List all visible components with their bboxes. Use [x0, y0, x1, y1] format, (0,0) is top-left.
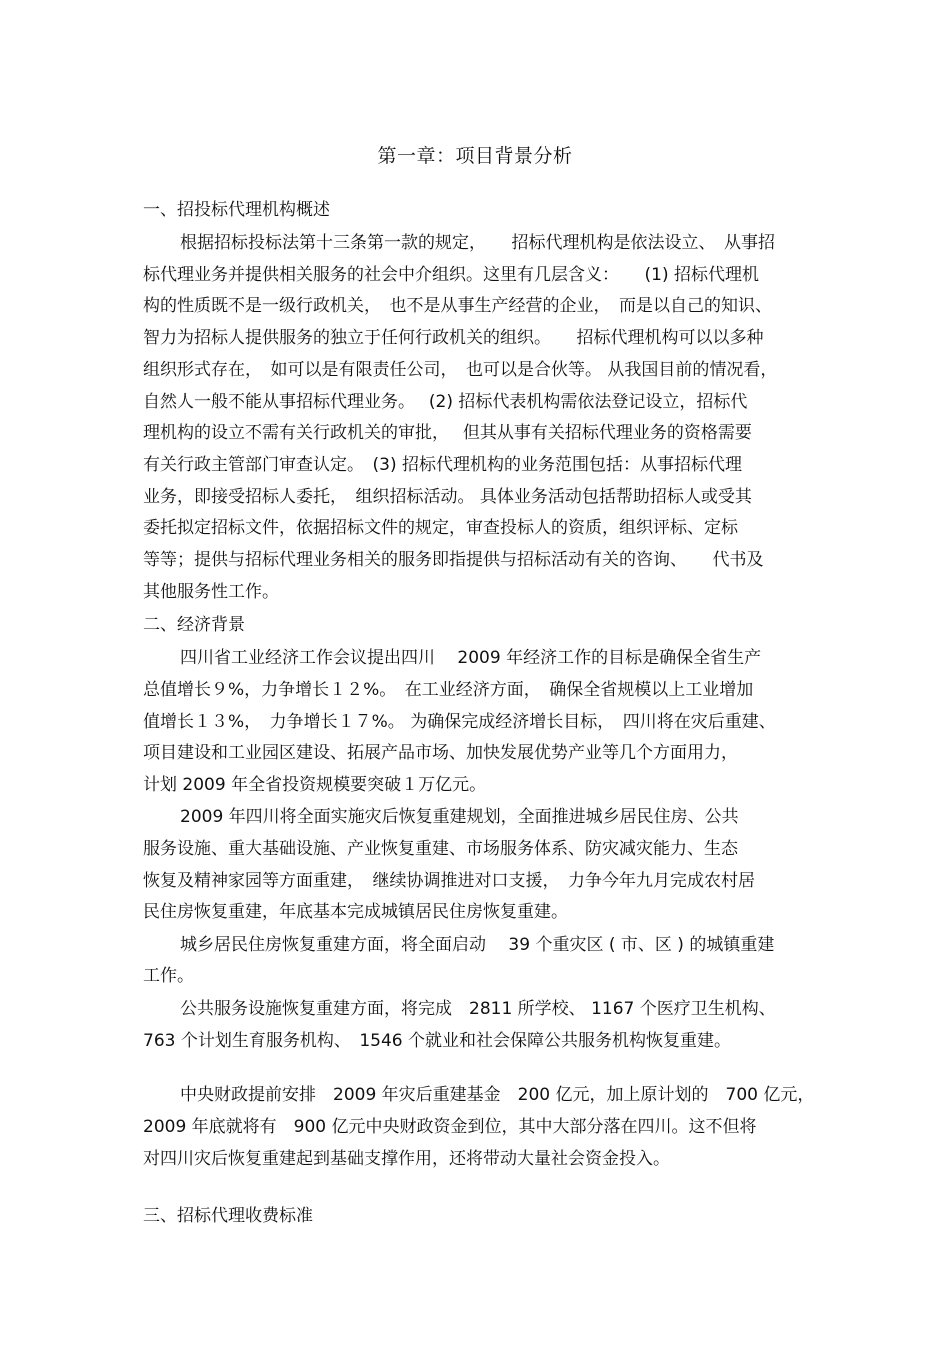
section-heading-economic-background: 二、经济背景	[143, 615, 245, 635]
paragraph-line: 计划 2009 年全省投资规模要突破１万亿元。	[143, 775, 487, 795]
paragraph-line: 标代理业务并提供相关服务的社会中介组织。这里有几层含义： (1) 招标代理机	[143, 265, 759, 285]
paragraph-line: 总值增长９%，力争增长１２%。 在工业经济方面， 确保全省规模以上工业增加	[143, 680, 754, 700]
paragraph-line: 中央财政提前安排 2009 年灾后重建基金 200 亿元，加上原计划的 700 亿元，	[180, 1085, 815, 1105]
paragraph-line: 服务设施、重大基础设施、产业恢复重建、市场服务体系、防灾减灾能力、生态	[143, 839, 738, 859]
chapter-title: 第一章：项目背景分析	[377, 145, 573, 167]
paragraph-line: 值增长１３%， 力争增长１７%。 为确保完成经济增长目标， 四川将在灾后重建、	[143, 712, 776, 732]
paragraph-line: 其他服务性工作。	[143, 582, 279, 602]
paragraph-line: 2009 年四川将全面实施灾后恢复重建规划，全面推进城乡居民住房、公共	[180, 807, 739, 827]
paragraph-line: 项目建设和工业园区建设、拓展产品市场、加快发展优势产业等几个方面用力，	[143, 743, 738, 763]
paragraph-line: 2009 年底就将有 900 亿元中央财政资金到位，其中大部分落在四川。这不但将	[143, 1117, 757, 1137]
paragraph-line: 工作。	[143, 966, 194, 986]
paragraph-line: 理机构的设立不需有关行政机关的审批， 但其从事有关招标代理业务的资格需要	[143, 423, 752, 443]
paragraph-line: 恢复及精神家园等方面重建， 继续协调推进对口支援， 力争今年九月完成农村居	[143, 871, 755, 891]
paragraph-line: 组织形式存在， 如可以是有限责任公司， 也可以是合伙等。 从我国目前的情况看，	[143, 360, 778, 380]
paragraph-line: 城乡居民住房恢复重建方面，将全面启动 39 个重灾区 ( 市、区 ) 的城镇重建	[180, 935, 775, 955]
paragraph-line: 763 个计划生育服务机构、 1546 个就业和社会保障公共服务机构恢复重建。	[143, 1031, 732, 1051]
paragraph-line: 智力为招标人提供服务的独立于任何行政机关的组织。 招标代理机构可以以多种	[143, 328, 764, 348]
paragraph-line: 根据招标投标法第十三条第一款的规定， 招标代理机构是依法设立、 从事招	[180, 233, 775, 253]
section-heading-fee-standard: 三、招标代理收费标准	[143, 1206, 313, 1226]
paragraph-line: 业务，即接受招标人委托， 组织招标活动。 具体业务活动包括帮助招标人或受其	[143, 487, 752, 507]
paragraph-line: 对四川灾后恢复重建起到基础支撑作用，还将带动大量社会资金投入。	[143, 1149, 670, 1169]
paragraph-line: 有关行政主管部门审查认定。 (3) 招标代理机构的业务范围包括：从事招标代理	[143, 455, 742, 475]
paragraph-line: 委托拟定招标文件，依据招标文件的规定，审查投标人的资质，组织评标、定标	[143, 518, 738, 538]
paragraph-line: 构的性质既不是一级行政机关， 也不是从事生产经营的企业， 而是以自己的知识、	[143, 296, 772, 316]
paragraph-line: 民住房恢复重建，年底基本完成城镇居民住房恢复重建。	[143, 902, 568, 922]
paragraph-line: 四川省工业经济工作会议提出四川 2009 年经济工作的目标是确保全省生产	[180, 648, 762, 668]
section-heading-agency-overview: 一、招投标代理机构概述	[143, 200, 330, 220]
paragraph-line: 公共服务设施恢复重建方面，将完成 2811 所学校、 1167 个医疗卫生机构、	[180, 999, 776, 1019]
paragraph-line: 等等；提供与招标代理业务相关的服务即指提供与招标活动有关的咨询、 代书及	[143, 550, 764, 570]
paragraph-line: 自然人一般不能从事招标代理业务。 (2) 招标代表机构需依法登记设立，招标代	[143, 392, 748, 412]
